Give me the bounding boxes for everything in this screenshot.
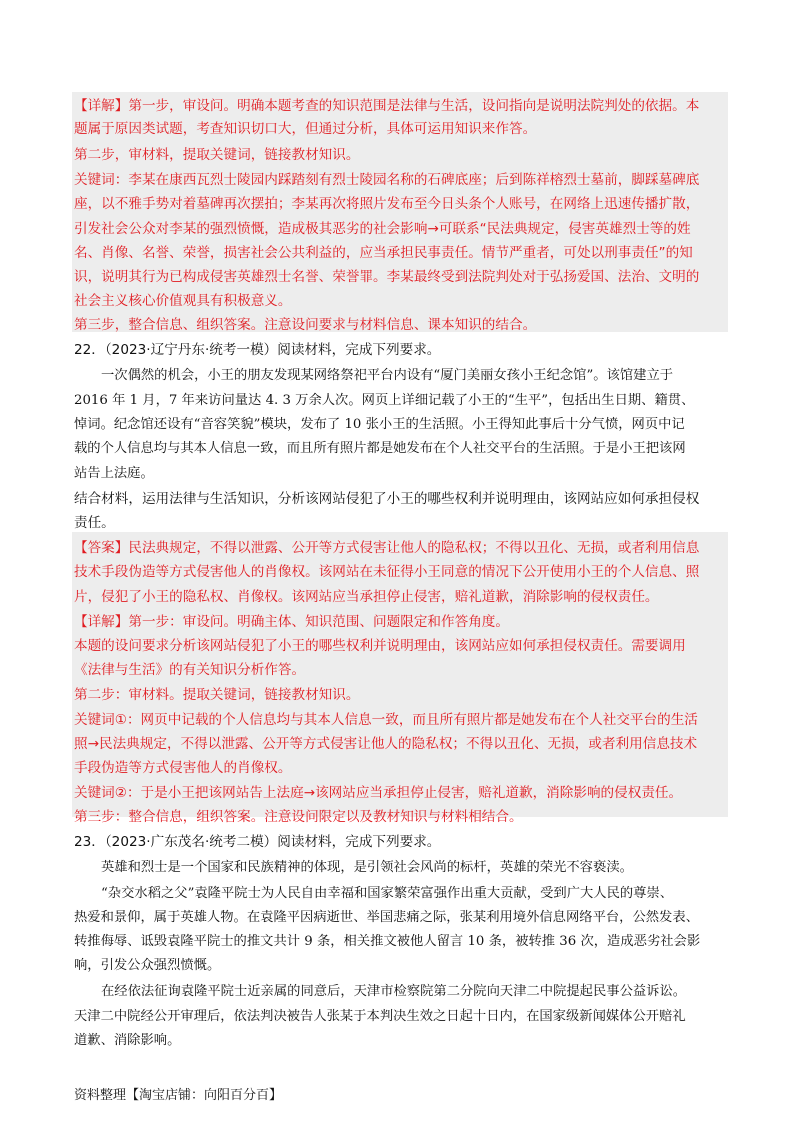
q23-para1-line-1: 英雄和烈士是一个国家和民族精神的体现，是引领社会风尚的标杆，英雄的荣光不容亵渎。 <box>101 860 633 875</box>
q22-material-line-2: 2016 年 1 月，7 年来访问量达 4. 3 万余人次。网页上详细记载了小王的“生平”，包括出生日期、籍贯、 <box>74 393 695 408</box>
q22-detail-line-7: 手段伪造等方式侵害他人的肖像权。 <box>74 760 292 776</box>
q22-material-line-1: 一次偶然的机会，小王的朋友发现某网络祭祀平台内设有“厦门美丽女孩小王纪念馆”。该馆建立于 <box>101 368 674 383</box>
q21-detail-line-1: 【详解】第一步，审设问。明确本题考查的知识范围是法律与生活，设问指向是说明法院判处的依据。本 <box>74 98 700 114</box>
q22-answer-line-1: 【答案】民法典规定，不得以泄露、公开等方式侵害让他人的隐私权；不得以丑化、无损，或者利用信息 <box>74 540 700 556</box>
q22-detail-line-4: 第二步：审材料。提取关键词，链接教材知识。 <box>74 687 360 703</box>
q22-answer-line-2: 技术手段伪造等方式侵害他人的肖像权。该网站在未征得小王同意的情况下公开使用小王的个人信息、照 <box>74 564 700 580</box>
q22-answer-line-3: 片，侵犯了小王的隐私权、肖像权。该网站应当承担停止侵害，赔礼道歉，消除影响的侵权责任。 <box>74 589 659 605</box>
q22-detail-line-8: 关键词②：于是小王把该网站告上法庭→该网站应当承担停止侵害，赔礼道歉，消除影响的侵权责任。 <box>74 785 683 801</box>
q22-detail-line-2: 本题的设问要求分析该网站侵犯了小王的哪些权利并说明理由，该网站应如何承担侵权责任。需要调用 <box>74 638 686 654</box>
q21-keyword-line-6: 社会主义核心价值观具有积极意义。 <box>74 293 292 309</box>
q23-header: 23．（2023·广东茂名·统考二模）阅读材料，完成下列要求。 <box>74 834 441 850</box>
q22-detail-line-5: 关键词①：网页中记载的个人信息均与其本人信息一致，而且所有照片都是她发布在个人社交平台的生活 <box>74 712 698 728</box>
q21-step2: 第二步，审材料，提取关键词，链接教材知识。 <box>74 147 360 163</box>
q22-detail-line-9: 第三步：整合信息，组织答案。注意设问限定以及教材知识与材料相结合。 <box>74 809 523 825</box>
q22-question-line-2: 责任。 <box>74 515 115 531</box>
q21-keyword-line-3: 引发社会公众对李某的强烈愤慨，造成极其恶劣的社会影响→可联系“民法典规定，侵害英雄烈士等的姓 <box>74 221 691 237</box>
q22-header: 22．（2023·辽宁丹东·统考一模）阅读材料，完成下列要求。 <box>74 342 441 358</box>
q23-para3-line-1: 在经依法征询袁隆平院士近亲属的同意后，天津市检察院第二分院向天津二中院提起民事公益诉讼。 <box>101 984 687 999</box>
q23-para3-line-2: 天津二中院经公开审理后，依法判决被告人张某于本判决生效之日起十日内，在国家级新闻媒体公开赔礼 <box>74 1009 686 1024</box>
q21-keyword-line-2: 座，以不雅手势对着墓碑再次摆拍；李某再次将照片发布至今日头条个人账号，在网络上迅速传播扩散， <box>74 196 700 212</box>
q21-keyword-line-4: 名、肖像、名誉、荣誉，损害社会公共利益的，应当承担民事责任。情节严重者，可处以刑事责任”的知 <box>74 245 693 261</box>
q22-detail-line-3: 《法律与生活》的有关知识分析作答。 <box>74 662 306 678</box>
q23-para2-line-3: 转推侮辱、诋毁袁隆平院士的推文共计 9 条，相关推文被他人留言 10 条，被转推 36 次，造成恶劣社会影 <box>74 934 701 949</box>
page-footer: 资料整理【淘宝店铺：向阳百分百】 <box>74 1088 283 1103</box>
q22-detail-line-6: 照→民法典规定，不得以泄露、公开等方式侵害让他人的隐私权；不得以丑化、无损，或者利用信息技术 <box>74 736 698 752</box>
q23-para2-line-4: 响，引发公众强烈愤慨。 <box>74 958 221 973</box>
q22-question-line-1: 结合材料，运用法律与生活知识，分析该网站侵犯了小王的哪些权利并说明理由，该网站应如何承担侵权 <box>74 491 700 507</box>
q21-detail-line-2: 题属于原因类试题，考查知识切口大，但通过分析，具体可运用知识来作答。 <box>74 121 537 137</box>
q23-para2-line-1: “杂交水稻之父”袁隆平院士为人民自由幸福和国家繁荣富强作出重大贡献，受到广大人民的尊崇、 <box>101 886 674 901</box>
q21-step3: 第三步，整合信息、组织答案。注意设问要求与材料信息、课本知识的结合。 <box>74 317 537 333</box>
q22-detail-line-1: 【详解】第一步：审设问。明确主体、知识范围、问题限定和作答角度。 <box>74 614 509 630</box>
q23-para2-line-2: 热爱和景仰，属于英雄人物。在袁隆平因病逝世、举国悲痛之际，张某利用境外信息网络平台，公然发表、 <box>74 910 699 925</box>
q22-material-line-5: 站告上法庭。 <box>74 466 154 481</box>
q21-keyword-line-5: 识，说明其行为已构成侵害英雄烈士名誉、荣誉罪。李某最终受到法院判处对于弘扬爱国、法治、文明的 <box>74 269 700 285</box>
q22-material-line-3: 悼词。纪念馆还设有“音容笑貌”模块，发布了 10 张小王的生活照。小王得知此事后十分气愤，网页中记 <box>74 417 685 432</box>
q23-para3-line-3: 道歉、消除影响。 <box>74 1033 181 1048</box>
q21-keyword-line-1: 关键词：李某在康西瓦烈士陵园内踩踏刻有烈士陵园名称的石碑底座；后到陈祥榕烈士墓前，脚踩墓碑底 <box>74 172 700 188</box>
q22-material-line-4: 载的个人信息均与其本人信息一致，而且所有照片都是她发布在个人社交平台的生活照。于是小王把该网 <box>74 441 686 456</box>
